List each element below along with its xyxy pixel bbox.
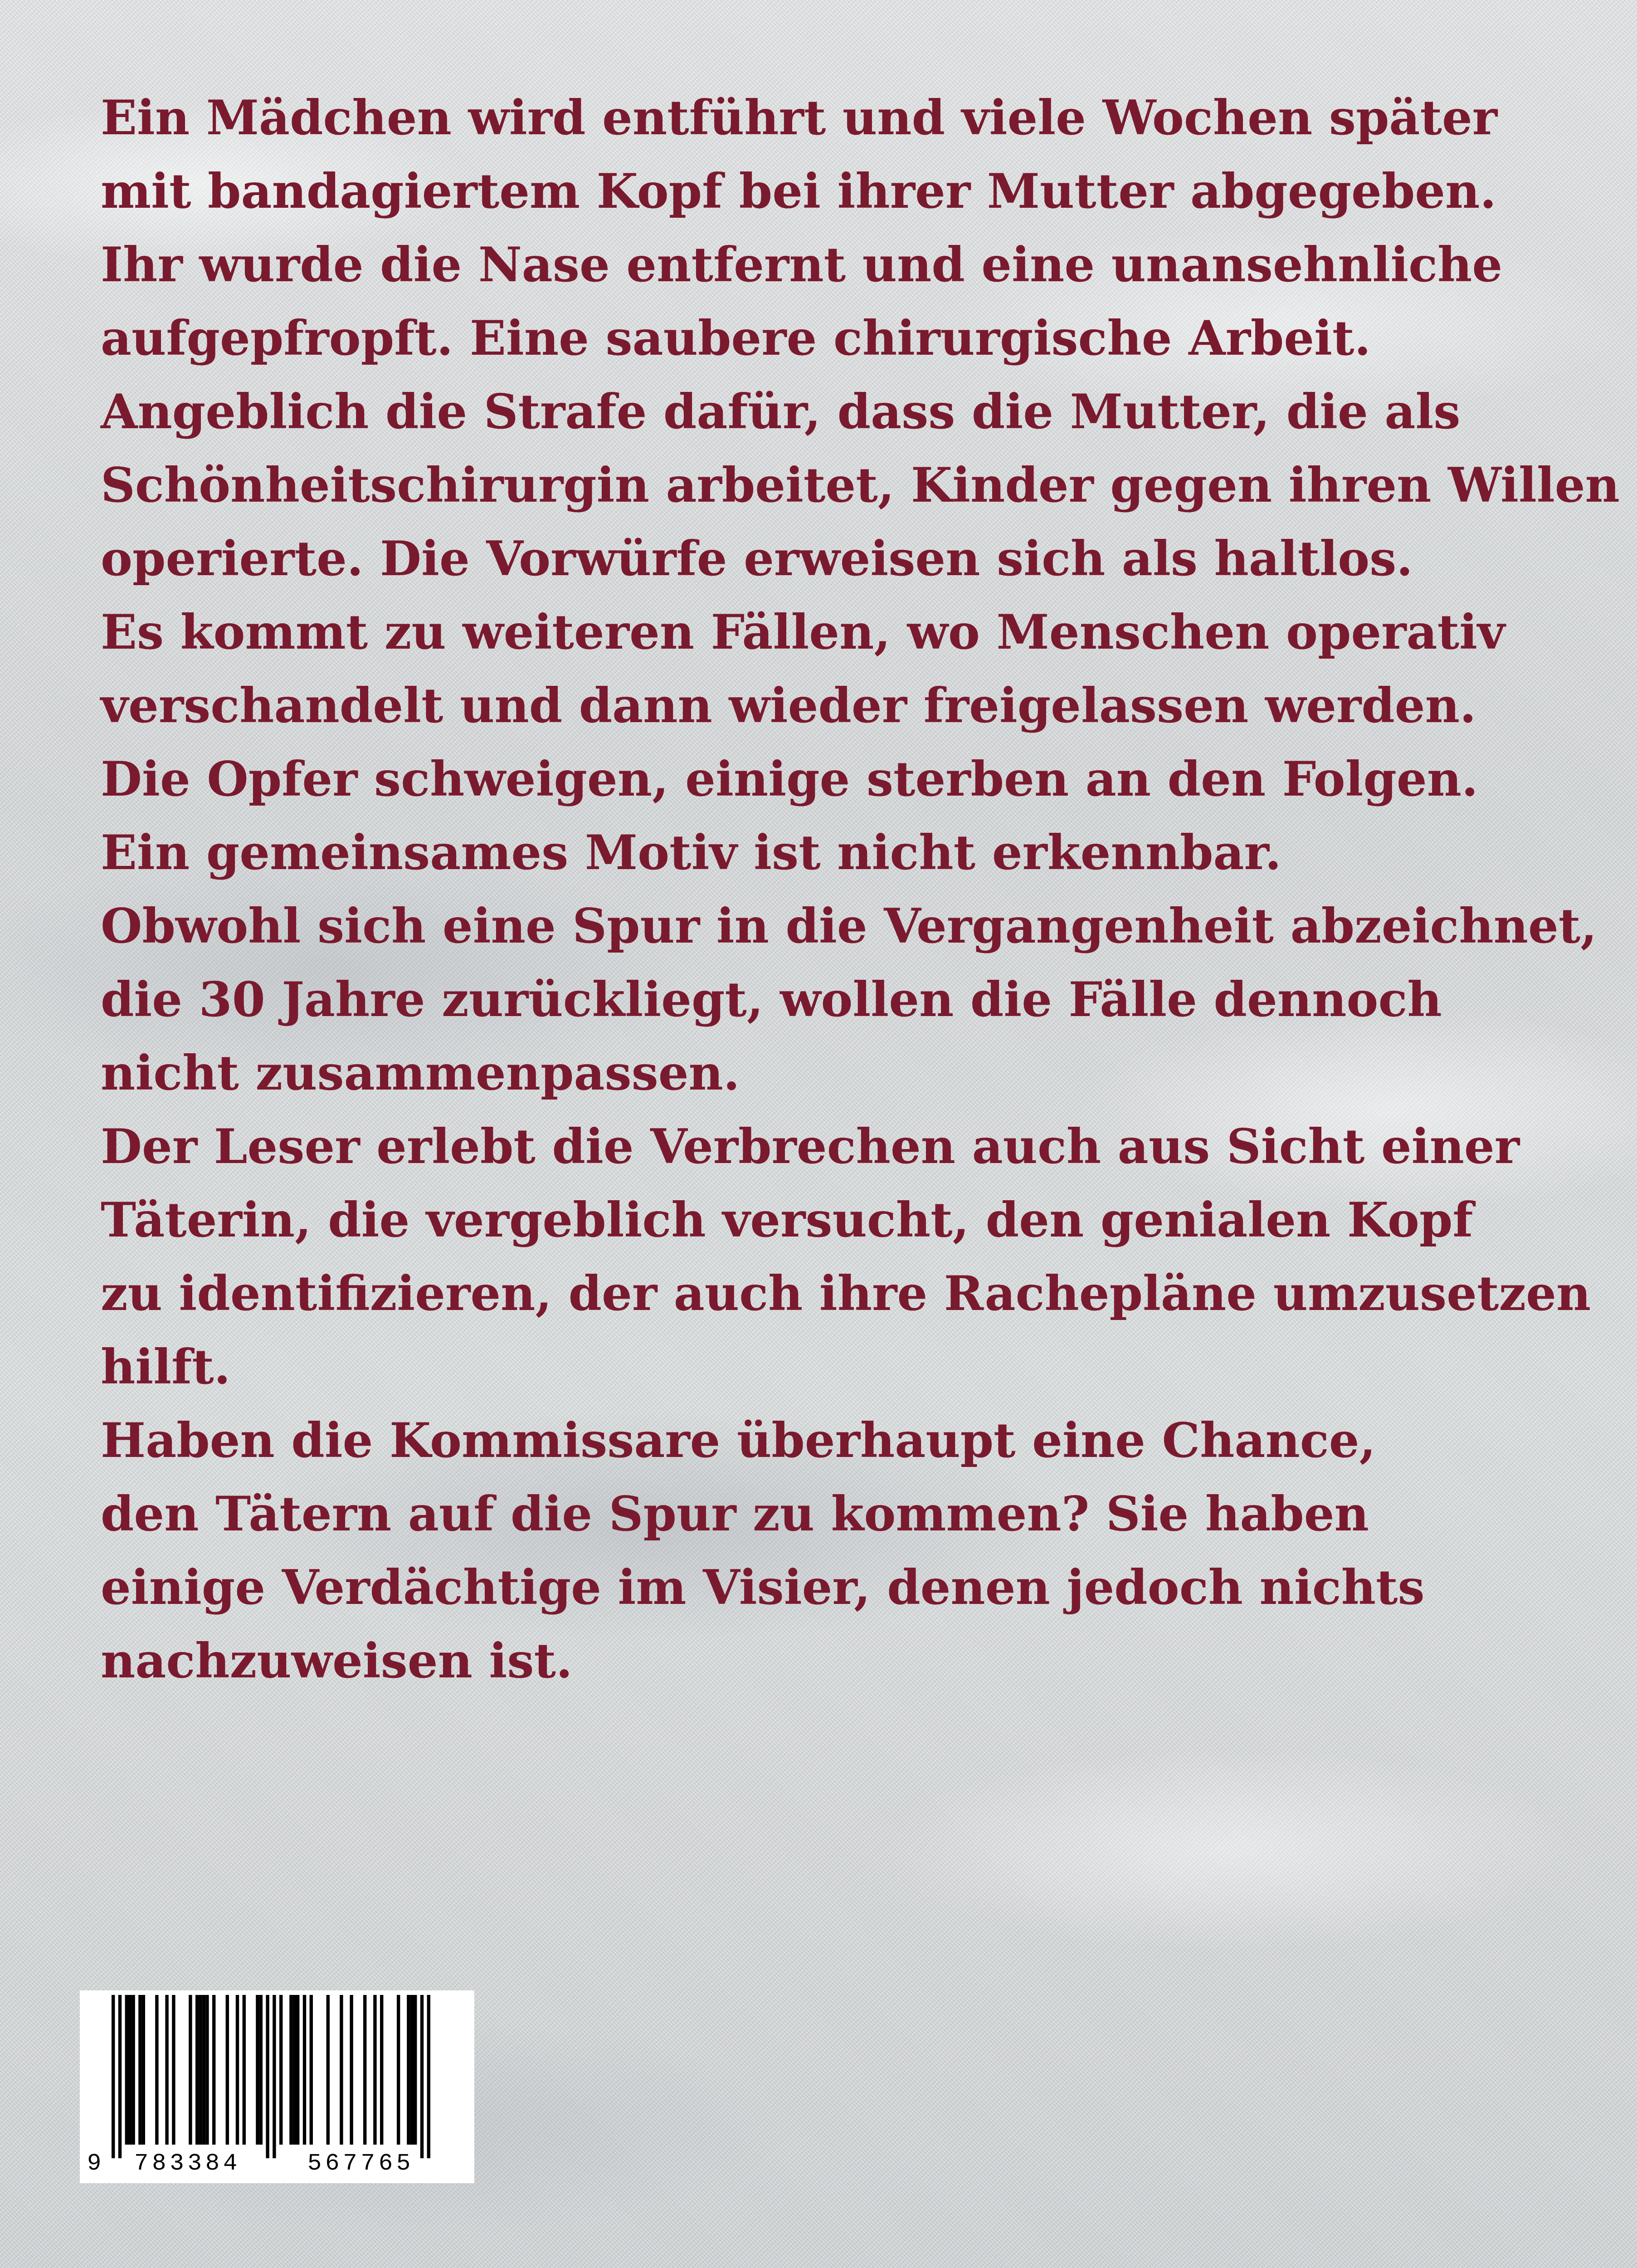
barcode-bar (236, 1995, 239, 2145)
barcode-bar (326, 1995, 330, 2145)
barcode-bar (195, 1995, 199, 2145)
blurb-line: Obwohl sich eine Spur in die Vergangenheit abzeichnet, (101, 898, 1597, 954)
blurb-line: Ihr wurde die Nase entfernt und eine unansehnliche (101, 236, 1503, 293)
barcode-bar (410, 1995, 414, 2145)
blurb-line: hilft. (101, 1339, 231, 1395)
barcode-bar (259, 1995, 263, 2145)
blurb-line: zu identifizieren, der auch ihre Rachepläne umzusetzen (101, 1265, 1591, 1321)
blurb-line: aufgepfropft. Eine saubere chirurgische Arbeit. (101, 310, 1371, 366)
barcode-bar (172, 1995, 175, 2145)
barcode-bars (80, 1990, 474, 2163)
barcode-bar (128, 1995, 132, 2145)
blurb-line: Die Opfer schweigen, einige sterben an den Folgen. (101, 751, 1478, 807)
barcode-digits-left: 783384 (134, 2150, 241, 2177)
blurb-line: verschandelt und dann wieder freigelassen werden. (101, 677, 1476, 733)
blurb-line: Täterin, die vergeblich versucht, den genialen Kopf (101, 1192, 1473, 1248)
isbn-barcode (80, 1990, 474, 2183)
barcode-bar (155, 1995, 158, 2145)
barcode-bar (350, 1995, 353, 2145)
barcode-digits-right: 567765 (307, 2150, 414, 2177)
barcode-bar (296, 1995, 299, 2145)
barcode-guard-bar (112, 1995, 115, 2158)
barcode-bar (293, 1995, 296, 2145)
blurb-line: Haben die Kommissare überhaupt eine Chance, (101, 1412, 1376, 1468)
barcode-bar (205, 1995, 209, 2145)
blurb-line: mit bandagiertem Kopf bei ihrer Mutter abgegeben. (101, 163, 1496, 219)
blurb-line: Ein Mädchen wird entführt und viele Wochen später (101, 89, 1498, 146)
barcode-bar (303, 1995, 306, 2145)
barcode-bar (340, 1995, 343, 2145)
barcode-bar (310, 1995, 313, 2145)
barcode-bar (202, 1995, 205, 2145)
blurb-line: Angeblich die Strafe dafür, dass die Mutter, die als (101, 383, 1461, 440)
blurb-line: den Tätern auf die Spur zu kommen? Sie haben (101, 1486, 1369, 1542)
blurb-text (101, 81, 1620, 1697)
barcode-bar (414, 1995, 417, 2145)
barcode-bar (226, 1995, 229, 2145)
blurb-line: nicht zusammenpassen. (101, 1045, 740, 1101)
blurb-line: Der Leser erlebt die Verbrechen auch aus Sicht einer (101, 1118, 1520, 1174)
blurb-line: Ein gemeinsames Motiv ist nicht erkennbar. (101, 824, 1281, 880)
barcode-guard-bar (266, 1995, 269, 2158)
barcode-bar (132, 1995, 135, 2145)
barcode-bar (138, 1995, 141, 2145)
blurb-line: einige Verdächtige im Visier, denen jedoch nichts (101, 1559, 1425, 1615)
barcode-guard-bar (420, 1995, 424, 2158)
barcode-bar (380, 1995, 383, 2145)
barcode-guard-bar (427, 1995, 430, 2158)
barcode-bar (125, 1995, 128, 2145)
barcode-bar (243, 1995, 246, 2145)
blurb-line: nachzuweisen ist. (101, 1633, 573, 1689)
barcode-digit-first: 9 (87, 2150, 102, 2177)
barcode-bar (189, 1995, 192, 2145)
barcode-bar (199, 1995, 202, 2145)
blurb-line: die 30 Jahre zurückliegt, wollen die Fälle dennoch (101, 971, 1442, 1027)
blurb-line: operierte. Die Vorwürfe erweisen sich als haltlos. (101, 530, 1413, 587)
barcode-bar (165, 1995, 168, 2145)
barcode-bar (212, 1995, 215, 2145)
barcode-digits (80, 2150, 474, 2177)
barcode-bar (142, 1995, 145, 2145)
barcode-guard-bar (118, 1995, 122, 2158)
barcode-bar (279, 1995, 283, 2145)
barcode-bar (397, 1995, 400, 2145)
barcode-bar (373, 1995, 376, 2145)
barcode-guard-bar (273, 1995, 276, 2158)
barcode-bar (289, 1995, 292, 2145)
blurb-line: Es kommt zu weiteren Fällen, wo Menschen operativ (101, 604, 1505, 660)
barcode-bar (256, 1995, 259, 2145)
blurb-line: Schönheitschirurgin arbeitet, Kinder gegen ihren Willen (101, 457, 1620, 513)
barcode-bar (407, 1995, 410, 2145)
barcode-bar (363, 1995, 366, 2145)
